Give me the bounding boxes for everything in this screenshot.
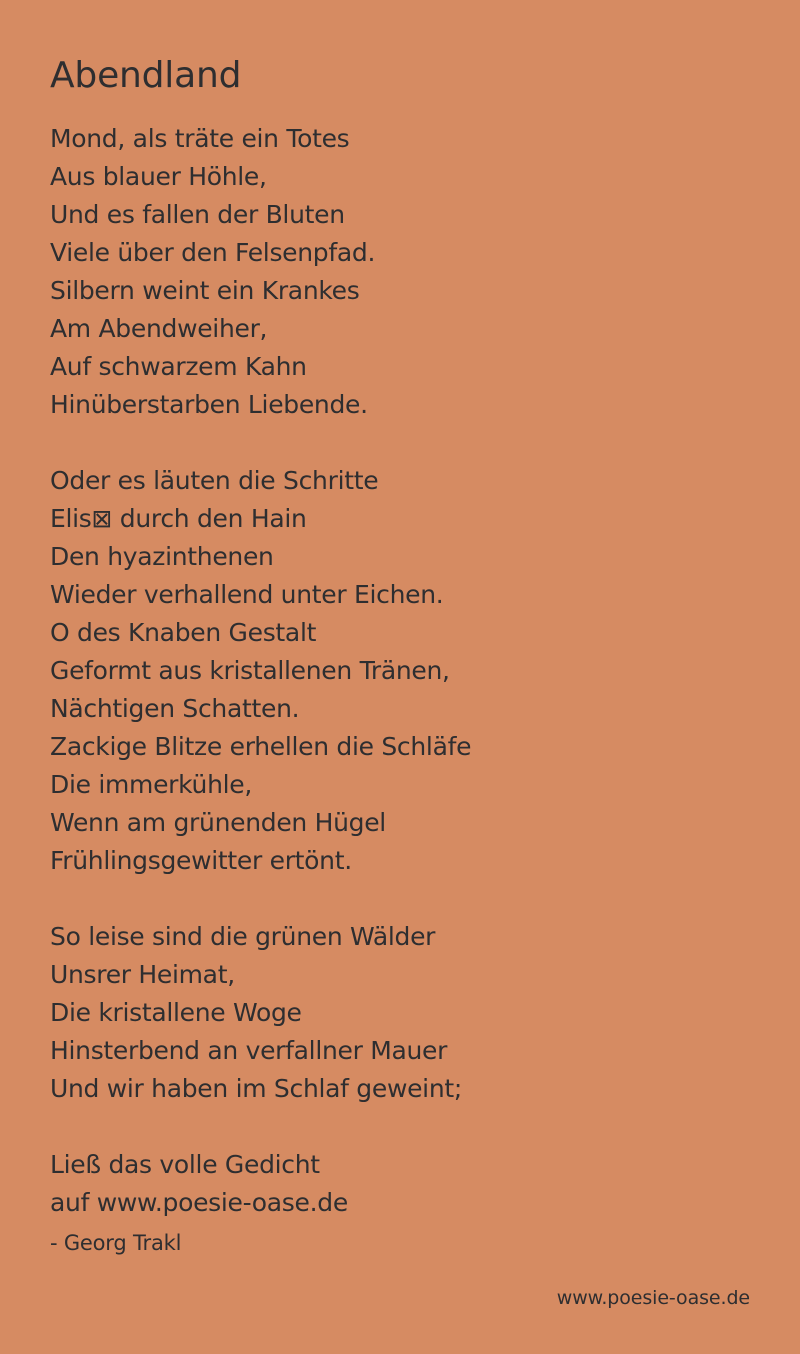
poem-line: So leise sind die grünen Wälder [50,922,436,951]
poem-author: - Georg Trakl [50,1231,182,1255]
poem-line: O des Knaben Gestalt [50,618,317,647]
stanza-3 [50,918,750,1108]
footer-website-url: www.poesie-oase.de [556,1287,750,1309]
poem-line: Elis⊠ durch den Hain [50,504,307,533]
poem-line: Hinsterbend an verfallner Mauer [50,1036,448,1065]
poem-body [50,120,750,1258]
poem-line: Wieder verhallend unter Eichen. [50,580,444,609]
poem-line: Am Abendweiher, [50,314,268,343]
poem-line: Die kristallene Woge [50,998,302,1027]
poem-line: Zackige Blitze erhellen die Schläfe [50,732,472,761]
poem-line: Und wir haben im Schlaf geweint; [50,1074,462,1103]
poem-line: Die immerkühle, [50,770,253,799]
stanza-2 [50,462,750,880]
poem-line: Geformt aus kristallenen Tränen, [50,656,450,685]
poem-line: Viele über den Felsenpfad. [50,238,376,267]
poem-line: Wenn am grünenden Hügel [50,808,386,837]
poem-title: Abendland [50,55,242,96]
poem-line: Frühlingsgewitter ertönt. [50,846,352,875]
poem-line: Oder es läuten die Schritte [50,466,379,495]
poem-line: Und es fallen der Bluten [50,200,345,229]
poem-line: Auf schwarzem Kahn [50,352,307,381]
cta-line: auf www.poesie-oase.de [50,1188,348,1217]
poem-line: Den hyazinthenen [50,542,274,571]
poem-line: Unsrer Heimat, [50,960,235,989]
poem-line: Aus blauer Höhle, [50,162,267,191]
poem-line: Nächtigen Schatten. [50,694,300,723]
poem-line: Silbern weint ein Krankes [50,276,360,305]
full-poem-note [50,1146,750,1222]
stanza-1 [50,120,750,424]
cta-line: Ließ das volle Gedicht [50,1150,320,1179]
poem-line: Hinüberstarben Liebende. [50,390,368,419]
poem-line: Mond, als träte ein Totes [50,124,350,153]
